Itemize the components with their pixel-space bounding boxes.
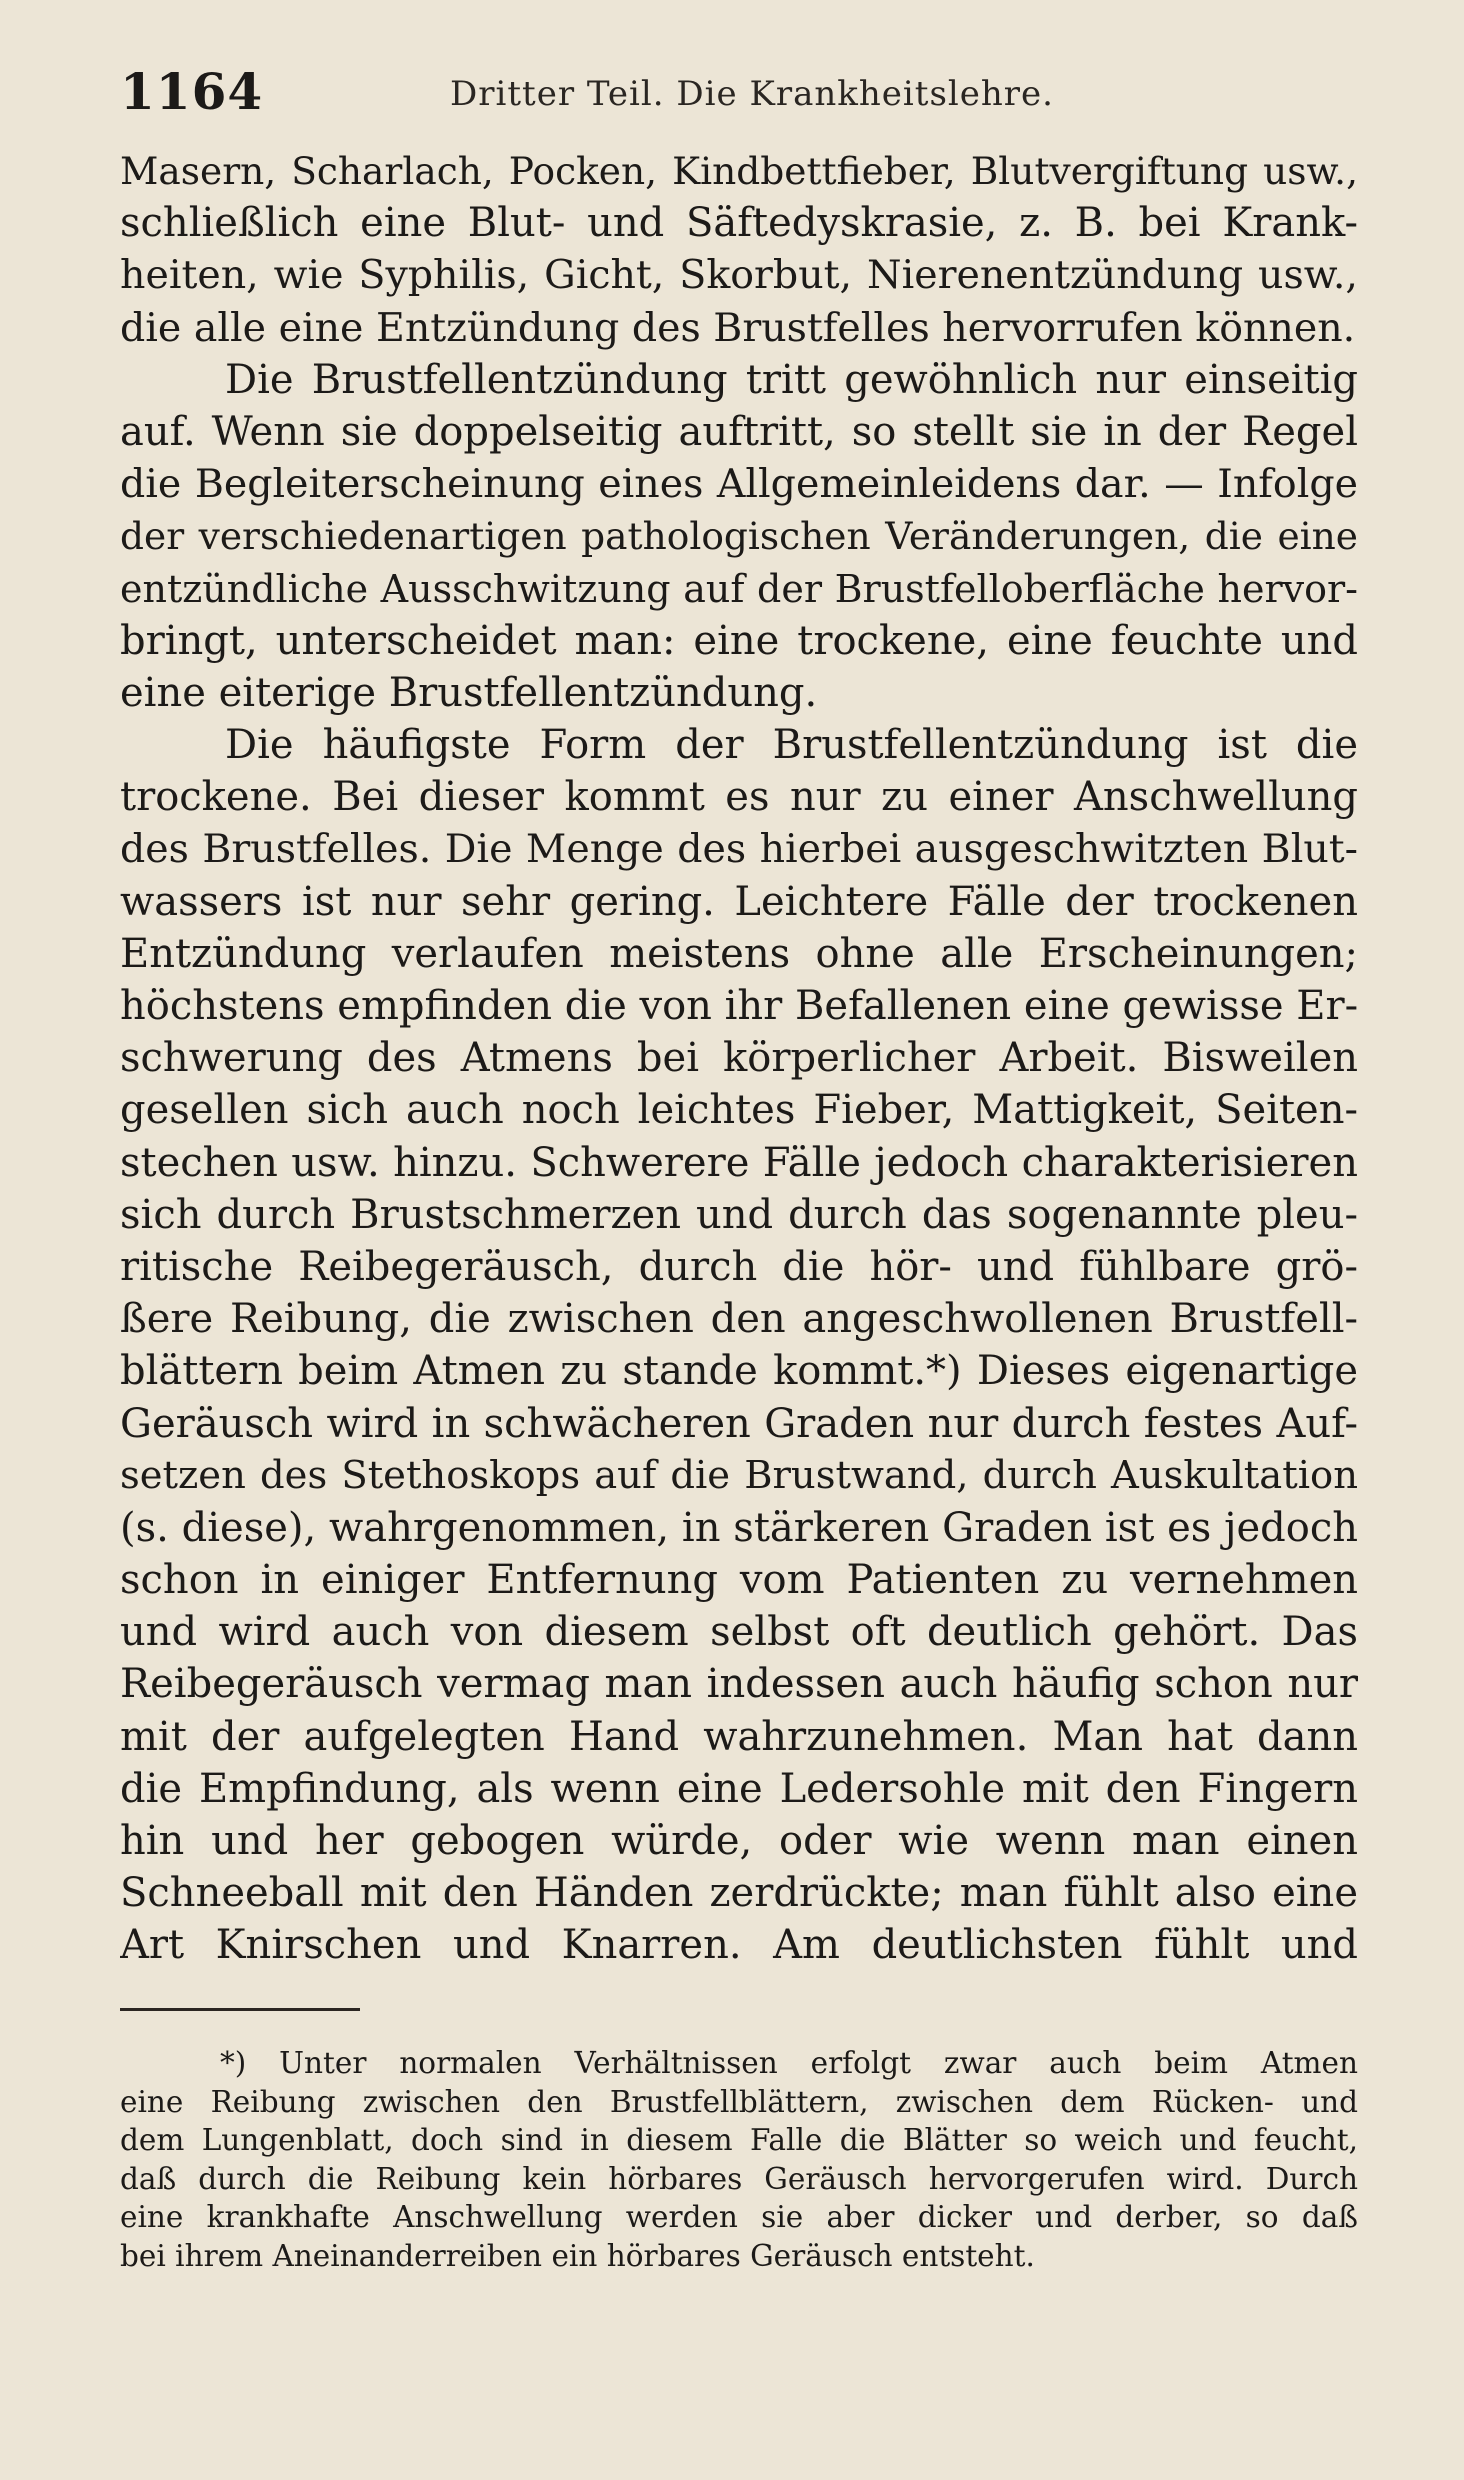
text-line: Art Knirschen und Knarren. Am deutlichsten fühlt und [120, 1922, 1358, 1969]
text-line: auf. Wenn sie doppelseitig auftritt, so stellt sie in der Regel [120, 408, 1358, 455]
text-line: setzen des Stethoskops auf die Brustwand, durch Auskultation [120, 1452, 1358, 1498]
running-head [120, 62, 1354, 122]
text-line: wassers ist nur sehr gering. Leichtere Fälle der trockenen [120, 878, 1358, 925]
text-line: die Empfindung, als wenn eine Ledersohle mit den Fingern [120, 1765, 1358, 1812]
footnote-line: dem Lungenblatt, doch sind in diesem Falle die Blätter so weich und feucht, [120, 2123, 1358, 2158]
text-line: ßere Reibung, die zwischen den angeschwollenen Brustfell- [120, 1296, 1358, 1343]
text-line: höchstens empfinden die von ihr Befallenen eine gewisse Er- [120, 983, 1358, 1029]
footnote-line: daß durch die Reibung kein hörbares Geräusch hervorgerufen wird. Durch [120, 2161, 1358, 2196]
text-line: hin und her gebogen würde, oder wie wenn man einen [120, 1818, 1358, 1864]
footnote [120, 2044, 1358, 2276]
text-line: Die häufigste Form der Brustfellentzündung ist die [225, 722, 1358, 769]
text-line: entzündliche Ausschwitzung auf der Brustfelloberfläche hervor- [120, 566, 1358, 611]
text-line: Masern, Scharlach, Pocken, Kindbettfieber, Blutvergiftung usw., [120, 149, 1358, 193]
page-number: 1164 [120, 62, 264, 121]
text-line: stechen usw. hinzu. Schwerere Fälle jedoch charakterisieren [120, 1139, 1358, 1186]
running-title: Dritter Teil. Die Krankheitslehre. [450, 74, 1054, 114]
footnote-line: eine krankhafte Anschwellung werden sie aber dicker und derber, so daß [120, 2200, 1358, 2235]
text-line: schon in einiger Entfernung vom Patienten zu vernehmen [120, 1557, 1358, 1604]
footnote-line: *) Unter normalen Verhältnissen erfolgt zwar auch beim Atmen [220, 2046, 1358, 2080]
text-line: und wird auch von diesem selbst oft deutlich gehört. Das [120, 1609, 1358, 1656]
text-line: Reibegeräusch vermag man indessen auch häufig schon nur [120, 1661, 1358, 1708]
footnote-line: eine Reibung zwischen den Brustfellblättern, zwischen dem Rücken- und [120, 2084, 1358, 2119]
text-line: schließlich eine Blut- und Säftedyskrasie, z. B. bei Krank- [120, 200, 1358, 247]
text-line: blättern beim Atmen zu stande kommt.*) Dieses eigenartige [120, 1348, 1358, 1395]
main-text [120, 145, 1358, 1972]
text-line: sich durch Brustschmerzen und durch das sogenannte pleu- [120, 1191, 1358, 1238]
text-line: der verschiedenartigen pathologischen Veränderungen, die eine [120, 514, 1358, 559]
text-line: Schneeball mit den Händen zerdrückte; man fühlt also eine [120, 1870, 1358, 1917]
text-line: Die Brustfellentzündung tritt gewöhnlich nur einseitig [225, 356, 1358, 403]
text-line: ritische Reibegeräusch, durch die hör- und fühlbare grö- [120, 1243, 1358, 1290]
text-line: trockene. Bei dieser kommt es nur zu einer Anschwellung [120, 774, 1358, 821]
text-line: gesellen sich auch noch leichtes Fieber, Mattigkeit, Seiten- [120, 1087, 1358, 1134]
text-line: mit der aufgelegten Hand wahrzunehmen. Man hat dann [120, 1713, 1358, 1760]
text-line: schwerung des Atmens bei körperlicher Arbeit. Bisweilen [120, 1035, 1358, 1082]
text-line: Entzündung verlaufen meistens ohne alle Erscheinungen; [120, 930, 1358, 977]
footnote-line: bei ihrem Aneinanderreiben ein hörbares Geräusch entsteht. [120, 2238, 1035, 2273]
text-line: die Begleiterscheinung eines Allgemeinleidens dar. — Infolge [120, 461, 1358, 508]
text-line: eine eiterige Brustfellentzündung. [120, 669, 818, 716]
text-line: des Brustfelles. Die Menge des hierbei ausgeschwitzten Blut- [120, 826, 1358, 873]
text-line: bringt, unterscheidet man: eine trockene, eine feuchte und [120, 617, 1358, 664]
text-line: die alle eine Entzündung des Brustfelles hervorrufen können. [120, 304, 1356, 351]
text-line: heiten, wie Syphilis, Gicht, Skorbut, Nierenentzündung usw., [120, 252, 1358, 299]
text-line: (s. diese), wahrgenommen, in stärkeren Graden ist es jedoch [120, 1504, 1358, 1551]
footnote-divider [120, 2008, 360, 2011]
text-line: Geräusch wird in schwächeren Graden nur durch festes Auf- [120, 1400, 1358, 1447]
